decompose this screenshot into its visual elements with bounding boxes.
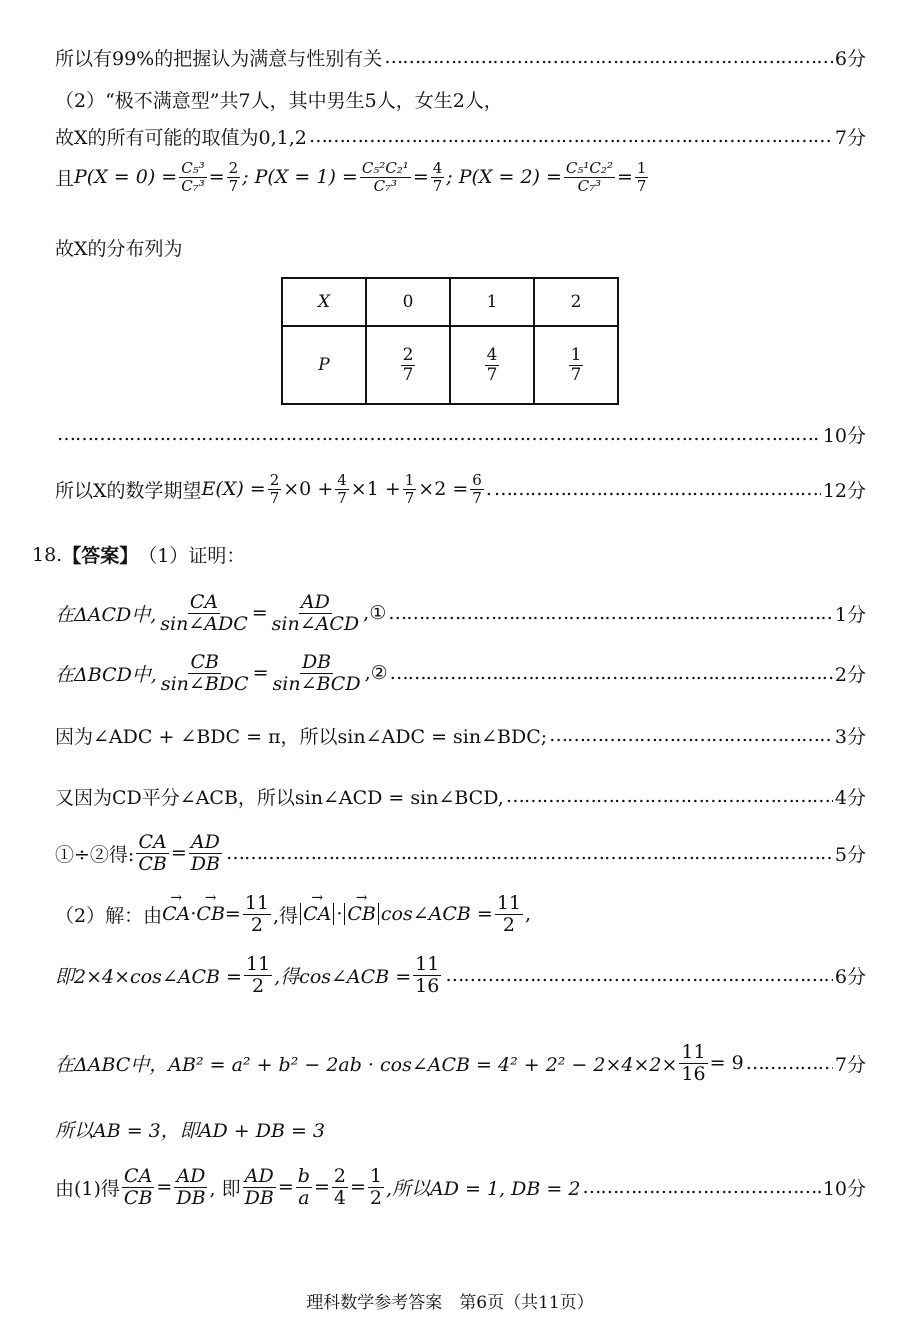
term: ×0 + [283,478,334,500]
question-18-header [32,541,866,568]
score-label: 6分 [834,48,866,70]
numerator: 2 [333,1165,346,1187]
numerator: 1 [636,159,647,177]
line-text: 故X的所有可能的取值为0,1,2 [55,127,307,149]
denominator: 7 [402,364,414,385]
numerator: DB [301,651,332,673]
line-text: 又因为CD平分∠ACB，所以sin∠ACD = sin∠BCD, [55,787,504,809]
table-header-cell: 1 [450,278,534,326]
term: ×1 + [350,478,401,500]
equals: = [616,166,633,188]
denominator: sin∠BCD [272,672,361,695]
fraction [271,652,363,695]
distribution-table [281,277,619,405]
equals: = [224,903,241,926]
prefix: 在ΔBCD中, [55,663,157,686]
equals: = [349,1176,366,1199]
page-footer: 理科数学参考答案 第6页（共11页） [306,1293,594,1313]
p0-combination-fraction [179,160,207,194]
table-cell [366,326,450,404]
question-number: 18. [32,543,63,566]
vector-cb: → CB [196,903,225,925]
denominator: C₇³ [181,176,205,195]
line-divide-result [55,832,866,875]
numerator: 1 [404,471,415,489]
abs-vector-cb [344,903,379,925]
line-cos-value [55,954,866,997]
leader-dots [582,1176,820,1199]
fraction [296,1166,312,1209]
leader-dots [226,842,833,865]
numerator: AD [176,1165,206,1187]
vector-cb: → CB [347,903,376,925]
numerator: 11 [496,892,521,914]
denominator: 7 [432,176,443,195]
denominator: C₇³ [373,176,398,195]
fraction [495,893,523,936]
fraction [368,1166,384,1209]
numerator: 11 [681,1041,706,1063]
line-x-values [55,123,866,150]
denominator: 2 [250,913,263,936]
prefix: 即2×4×cos∠ACB = [55,965,242,988]
denominator: DB [176,1186,206,1209]
leader-dots [494,478,821,501]
prefix: 在ΔACD中, [55,603,157,626]
line-sine-law-bcd [55,652,866,695]
line-text: （1）证明： [138,545,246,567]
denominator: a [298,1186,310,1209]
score-label: 10分 [822,425,866,447]
equals: = [208,166,225,188]
table-header-cell: X [282,278,366,326]
equals: = [252,662,269,685]
expectation-label: E(X) = [201,478,266,500]
numerator: 1 [570,344,582,365]
table-cell [534,326,618,404]
numerator: AD [244,1165,274,1187]
term: ×2 = [418,478,469,500]
p2-combination-fraction [564,160,615,194]
fraction [485,346,500,384]
line-dot-product [55,893,866,936]
fraction [679,1042,707,1085]
comma: , [525,903,532,926]
dot-operator: · [190,903,197,926]
numerator: 2 [269,471,280,489]
p0-value-fraction [227,160,241,194]
numerator: 11 [245,953,271,975]
line-text: 因为∠ADC + ∠BDC = π，所以sin∠ADC = sin∠BDC; [55,726,548,748]
cos-term: cos∠ACB = [380,903,493,926]
numerator: 2 [228,159,239,177]
score-label: 10分 [822,1177,866,1200]
denominator: sin∠BDC [160,672,249,695]
period: . [485,478,492,500]
score-label: 5分 [834,843,866,866]
equation-mark: ,② [364,662,388,685]
vector-ca: → CA [162,903,190,925]
numerator: AD [300,591,330,613]
prefix: （2）解：由 [55,904,163,927]
prefix: ①÷②得: [55,843,135,866]
leader-dots [388,602,833,625]
fraction [403,472,417,506]
leader-dots [549,724,833,747]
denominator: C₇³ [577,176,602,195]
line-text: 故X的分布列为 [55,238,183,260]
numerator: C₅³ [181,159,205,177]
denominator: DB [190,852,220,875]
leader-dots [746,1052,833,1075]
denominator: CB [138,852,167,875]
line-probabilities [55,160,866,194]
fraction [189,832,222,875]
score-label: 7分 [834,1053,866,1076]
numerator: 6 [472,471,482,489]
p2-label: ; P(X = 2) = [446,166,562,188]
denominator: 7 [269,488,280,507]
equals: = [170,842,187,865]
answer-tag: 【答案】 [62,545,139,567]
score-label: 2分 [834,663,866,686]
connector: ,得cos∠ACB = [274,965,412,988]
fraction [174,1166,207,1209]
score-label: 3分 [834,726,866,748]
leader-dots [384,46,833,69]
denominator: 2 [502,913,515,936]
line-distribution-intro [55,234,866,261]
denominator: 7 [404,488,415,507]
score-label: 7分 [834,127,866,149]
line-sine-law-acd [55,592,866,635]
score-label: 4分 [834,787,866,809]
numerator: 4 [486,344,498,365]
fraction [122,1166,155,1209]
denominator: CB [123,1186,153,1209]
line-text: 所以有99%的把握认为满意与性别有关 [55,48,383,70]
line-table-score [55,421,866,448]
fraction [243,1166,276,1209]
fraction [470,472,484,506]
connector: , 即 [209,1177,241,1200]
fraction [401,346,416,384]
line-cosine-law [55,1042,866,1085]
line-text: （2）“极不满意型”共7人，其中男生5人，女生2人， [55,90,503,112]
line-angle-bisector [55,783,866,810]
line-supplementary-angles [55,722,866,749]
fraction [158,592,249,635]
equals: = [251,602,268,625]
numerator: 1 [369,1165,382,1187]
numerator: C₅²C₂¹ [361,159,409,177]
fraction [569,346,584,384]
denominator: 7 [570,364,582,385]
prefix: 且 [55,167,75,190]
p0-label: P(X = 0) = [74,166,178,188]
equation-mark: ,① [363,602,387,625]
fraction [413,954,441,997]
numerator: AD [190,831,220,853]
prefix: 由(1)得 [55,1177,120,1200]
numerator: CA [189,591,219,613]
denominator: 7 [337,488,347,507]
p1-label: ; P(X = 1) = [242,166,358,188]
dot-operator: · [336,903,343,926]
fraction [270,592,361,635]
denominator: sin∠ACD [271,612,360,635]
line-expectation [55,472,866,506]
p1-value-fraction [431,160,445,194]
fraction [136,832,169,875]
numerator: 4 [337,471,347,489]
connector: ,得 [273,904,299,927]
result: = 9 [709,1052,744,1075]
denominator: 7 [486,364,498,385]
table-row [282,326,618,404]
numerator: 4 [432,159,443,177]
p1-combination-fraction [360,160,411,194]
denominator: 7 [228,176,239,195]
fraction [332,1166,348,1209]
leader-dots [390,662,833,685]
table-header-cell: 0 [366,278,450,326]
denominator: 2 [252,974,265,997]
numerator: CA [124,1165,153,1187]
denominator: DB [244,1186,274,1209]
denominator: 7 [472,488,482,507]
numerator: 11 [244,892,270,914]
table-header-cell: 2 [534,278,618,326]
conclusion: ,所以AD = 1, DB = 2 [385,1177,581,1200]
leader-dots [309,125,833,148]
score-label: 12分 [822,479,866,502]
table-row [282,278,618,326]
denominator: 4 [333,1186,346,1209]
numerator: C₅¹C₂² [565,159,613,177]
numerator: CB [190,651,219,673]
line-text: 所以AB = 3，即AD + DB = 3 [55,1120,326,1142]
denominator: 16 [415,974,440,997]
numerator: CA [138,831,167,853]
line-final-result [55,1166,866,1209]
prefix: 所以X的数学期望 [55,479,202,502]
score-label: 6分 [834,965,866,988]
denominator: 16 [681,1062,706,1085]
numerator: 11 [415,953,440,975]
numerator: 2 [402,344,414,365]
denominator: 2 [369,1186,382,1209]
leader-dots [445,964,833,987]
p2-value-fraction [635,160,649,194]
denominator: sin∠ADC [160,612,248,635]
denominator: 7 [636,176,647,195]
leader-dots [57,423,821,446]
equals: = [412,166,429,188]
score-label: 1分 [834,603,866,626]
leader-dots [506,785,833,808]
line-part2-intro [55,86,866,113]
equals: = [313,1176,330,1199]
fraction [244,954,272,997]
numerator: b [297,1165,310,1187]
abs-vector-ca [300,903,334,925]
line-conclusion-99 [55,44,866,71]
equals: = [156,1176,173,1199]
fraction [335,472,349,506]
table-cell-p-label: P [282,326,366,404]
vector-ca: → CA [303,903,331,925]
line-ab-value [55,1116,866,1143]
prefix: 在ΔABC中，AB² = a² + b² − 2ab · cos∠ACB = 4² + 2² − 2×4×2× [55,1053,678,1076]
fraction [268,472,282,506]
equals: = [277,1176,294,1199]
fraction [243,893,271,936]
table-cell [450,326,534,404]
fraction [159,652,251,695]
